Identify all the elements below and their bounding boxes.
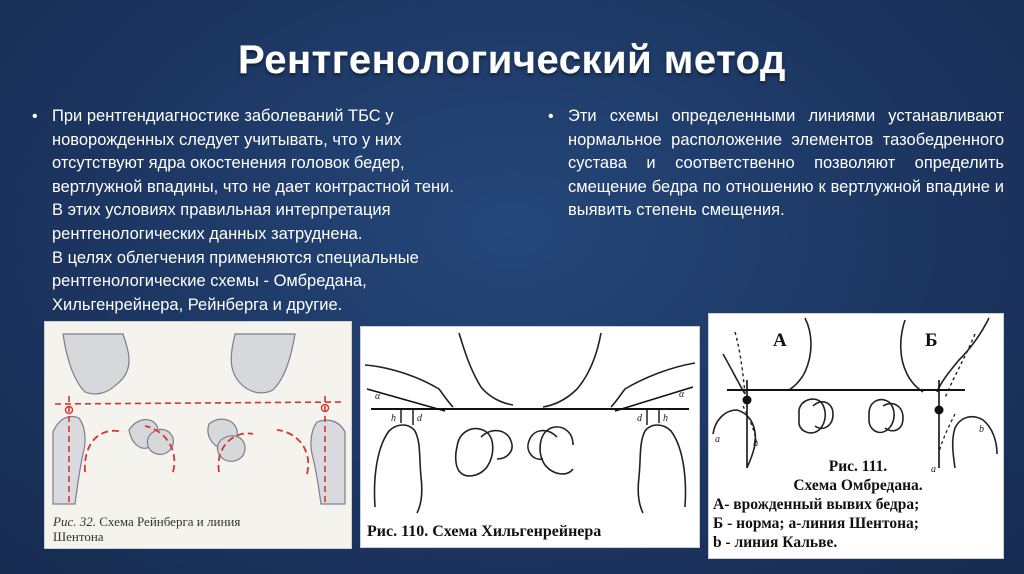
right-text-block [548, 105, 1004, 223]
label-alpha-right: α [679, 389, 685, 400]
caption-line3: А- врожденный вывих бедра; [713, 496, 920, 513]
left-line-5: В этих условиях правильная интерпретация [52, 201, 391, 220]
label-small-a-left: a [715, 434, 720, 445]
left-text-block [32, 105, 502, 317]
right-bullet [548, 105, 1004, 223]
caption-line4: Б - норма; а-линия Шентона; [713, 515, 919, 532]
right-paragraph: Эти схемы определенными линиями устанавливают нормальное расположение элементов тазобедренного сустава и соответственно позволяют определить смещение бедра по отношению к вертлужной впадине и выявить степень смещения. [568, 107, 1004, 220]
left-line-9: Хильгенрейнера, Рейнберга и другие. [52, 295, 343, 314]
left-line-6: рентгенологических данных затруднена. [52, 224, 363, 243]
caption-prefix: Рис. 32. [53, 514, 96, 529]
left-line-1: При рентгендиагностике заболеваний ТБС у [52, 107, 394, 125]
label-alpha-left: α [375, 391, 381, 402]
bullet-dot: • [32, 108, 38, 125]
label-b: Б [925, 330, 938, 351]
figure-hilgenreiner [360, 326, 700, 548]
label-small-b-right: b [979, 424, 984, 435]
label-a: А [773, 330, 787, 351]
figure-hilgenreiner-caption: Рис. 110. Схема Хильгенрейнера [367, 523, 602, 540]
left-line-8: рентгенологические схемы - Омбредана, [52, 272, 367, 291]
left-line-4: вертлужной впадины, что не дает контрастной тени. [52, 177, 454, 196]
caption-line1: Рис. 111. [828, 458, 888, 475]
left-line-3: отсутствуют ядра окостенения головок бедер, [52, 154, 405, 173]
figure-reinberg-caption [53, 514, 343, 544]
figure-reinberg [44, 321, 352, 549]
label-d-right: d [637, 413, 642, 424]
caption-text: Схема Рейнберга и линия [99, 514, 241, 529]
left-bullet [32, 105, 502, 317]
bullet-dot: • [548, 108, 554, 125]
label-h-right: h [663, 413, 668, 424]
caption-line2: Шентона [53, 529, 104, 544]
caption-line5: b - линия Кальве. [713, 534, 838, 551]
left-line-7: В целях облегчения применяются специальные [52, 248, 419, 267]
hilgenreiner-diagram [361, 327, 699, 547]
figure-ombredanne-caption [713, 457, 1003, 552]
figure-ombredanne [708, 313, 1004, 559]
caption-line2: Схема Омбредана. [793, 477, 923, 494]
page-title: Рентгенологический метод [238, 38, 786, 82]
label-d-left: d [417, 413, 422, 424]
label-small-a-right: a [931, 464, 936, 475]
left-line-2: новорожденных следует учитывать, что у них [52, 130, 402, 149]
label-small-b-left: b [753, 438, 758, 449]
label-h-left: h [391, 413, 396, 424]
